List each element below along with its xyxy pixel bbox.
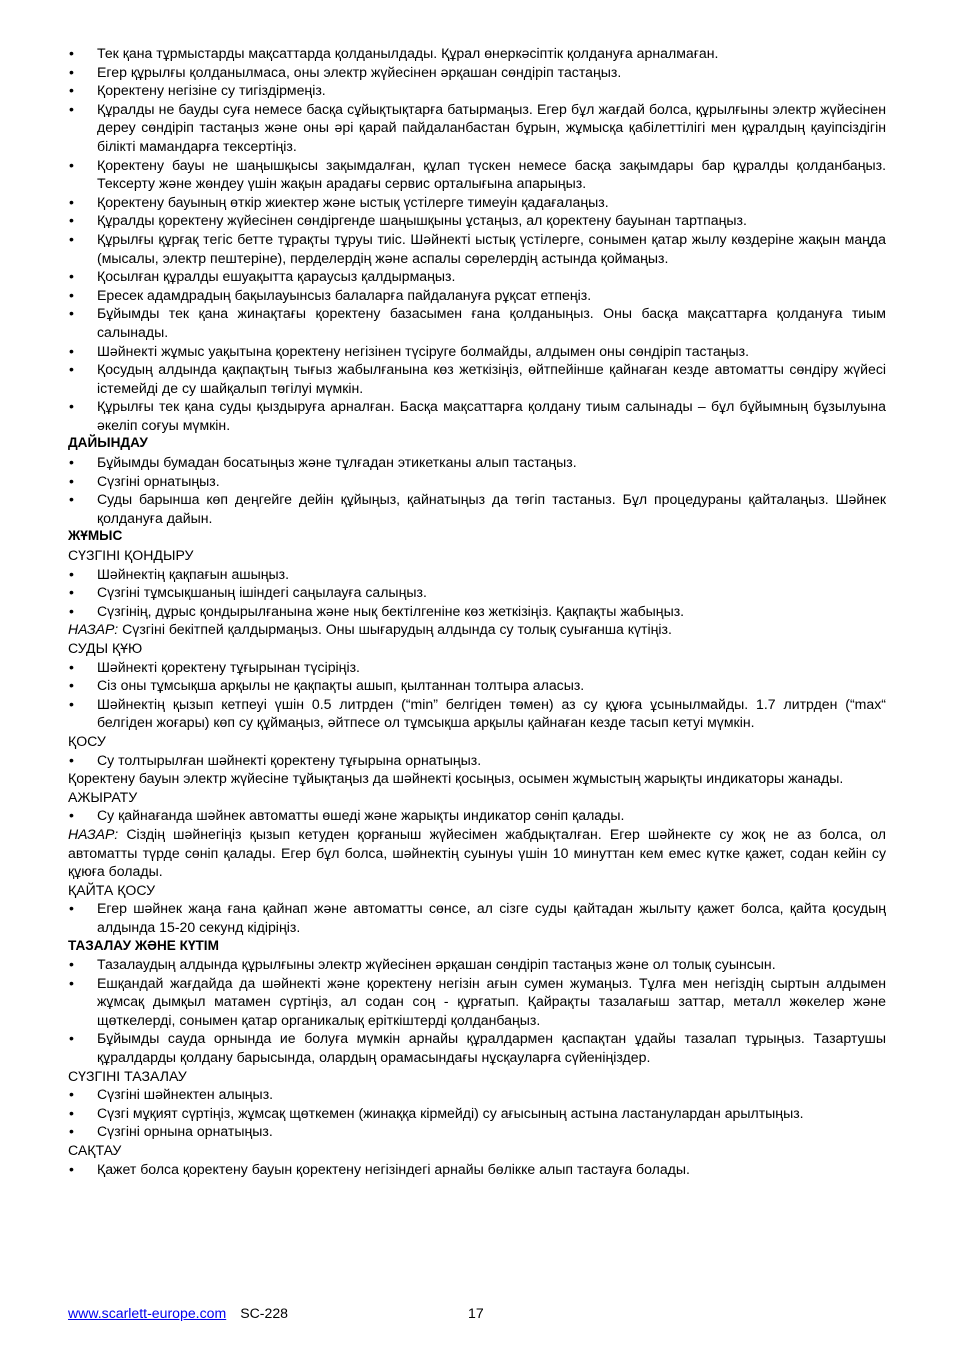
bullet-text: Шәйнектің қызып кетпеуі үшін 0.5 литрден (“min” белгіден төмен) аз су құюға ұсынылмайды. 1.7 литрден (“max“ белгіден жоғары) көп су құймаңыз, әйтпесе ол тұмсықша арқылы қайнаған кезде тасып кетуі мүмкін. (97, 695, 886, 731)
subsection-heading: СҮЗГІНІ ТАЗАЛАУ (68, 1067, 187, 1084)
bullet-item (68, 806, 886, 825)
bullet-text: Шәйнекті қоректену тұғырынан түсіріңіз. (97, 658, 360, 675)
bullet-item (68, 397, 886, 434)
bullet-text: Су қайнағанда шәйнек автоматты өшеді және жарықты индикатор сөніп қалады. (97, 807, 625, 824)
paragraph: Қоректену бауын электр жүйесіне тұйықтаңыз да шәйнекті қосыңыз, осымен жұмыстың жарықты индикаторы жанады. (68, 770, 844, 787)
bullet-item (68, 565, 886, 584)
section-heading: ДАЙЫНДАУ (68, 435, 148, 451)
bullet-item (68, 955, 886, 974)
subsection-heading: АЖЫРАТУ (68, 788, 138, 805)
bullet-icon: • (69, 193, 74, 210)
bullet-text: Ешқандай жағдайда да шәйнекті және қоректену негізін ағын сумен жумаңыз. Тұлға мен негіздің сыртын алдымен жұмсақ дымқыл матамен сүртіңіз, ал содан соң - құрғатып. Қайрақты тазалағыш заттар, металл жөкелер және щөткелерді, сонымен қатар органикалық еріткіштерді қолданбаңыз. (97, 974, 886, 1028)
bullet-icon: • (69, 1104, 74, 1121)
bullet-icon: • (69, 82, 74, 99)
bullet-icon: • (69, 361, 74, 378)
bullet-icon: • (69, 974, 74, 991)
bullet-text: Тазалаудың алдында құрылғыны электр жүйесінен әрқашан сөндіріп тастаңыз және ол толық суынсын. (97, 956, 776, 973)
subsection-heading: СҮЗГІНІ ҚОНДЫРУ (68, 547, 194, 564)
bullet-text: Егер шәйнек жаңа ғана қайнап және автоматты сөнсе, ал сізге суды қайтадан жылыту қажет болса, қайта қосудың алдында 15-20 секунд кідіріңіз. (97, 900, 886, 935)
bullet-text: Егер құрылғы қолданылмаса, оны электр жүйесінен әрқашан сөндіріп тастаңыз. (97, 63, 622, 80)
bullet-item (68, 899, 886, 936)
bullet-text: Құрылғы құрғақ тегіс бетте тұрақты тұруы тиіс. Шәйнекті ыстық үстілерге, сонымен қатар жылу көздеріне жақын маңда (мысалы, электр пештеріне), перделердің және аспалы сөрелердің астында қоймаңыз. (97, 230, 886, 266)
bullet-icon: • (69, 156, 74, 173)
bullet-item (68, 974, 886, 1030)
bullet-item (68, 44, 886, 63)
bullet-icon: • (69, 100, 74, 117)
bullet-text: Суды барынша көп деңгейге дейін құйыңыз, қайнатыңыз да төгіп тастаныз. Бұл процедураны қайталаңыз. Шәйнек қолдануға дайын. (97, 491, 886, 526)
subsection-heading: ҚОСУ (68, 732, 106, 749)
bullet-item (68, 602, 886, 621)
bullet-icon: • (69, 305, 74, 322)
bullet-item (68, 1122, 886, 1141)
bullet-icon: • (69, 658, 74, 675)
bullet-text: Сүзгіні шәйнектен алыңыз. (97, 1086, 274, 1103)
section-heading: ТАЗАЛАУ ЖӘНЕ КҮТІМ (68, 937, 219, 953)
note-label: НАЗАР: (68, 621, 119, 638)
bullet-text: Құралды не бауды суға немесе басқа сұйықтықтарға батырмаңыз. Егер бұл жағдай болса, құрылғыны электр жүйесінен дереу сөндіріп тастаңыз және оны әрі қарай пайдаланбастан бұрын, жұмысқа қабілеттілігі мен құралдың қауіпсіздігін білікті мамандарға тексертіңіз. (97, 100, 886, 154)
bullet-icon: • (69, 807, 74, 824)
bullet-item (68, 360, 886, 397)
bullet-icon: • (69, 491, 74, 508)
bullet-text: Сүзгінің, дұрыс қондырылғанына және нық бектілгеніне көз жеткізіңіз. Қақпақты жабыңыз. (97, 602, 685, 619)
bullet-icon: • (69, 212, 74, 229)
bullet-text: Су толтырылған шәйнекті қоректену тұғырына орнатыңыз. (97, 751, 482, 768)
bullet-text: Құралды қоректену жүйесінен сөндіргенде шаңышқыны ұстаңыз, ал қоректену бауынан тартпаңыз. (97, 212, 747, 229)
bullet-item (68, 304, 886, 341)
bullet-text: Сүзгіні тұмсықшаның ішіндегі саңылауға салыңыз. (97, 584, 427, 601)
bullet-item (68, 751, 886, 770)
bullet-text: Қоректену негізіне су тигіздірмеңіз. (97, 82, 326, 99)
bullet-text: Қоректену бауы не шаңышқысы зақымдалған, құлап түскен немесе басқа зақымдары бар құралды қолданбаңыз. Тексерту және жөндеу үшін жақын арадағы сервис орталығына апарыңыз. (97, 156, 886, 192)
bullet-icon: • (69, 63, 74, 80)
bullet-item (68, 211, 886, 230)
bullet-icon: • (69, 1123, 74, 1140)
bullet-item (68, 156, 886, 193)
page-number: 17 (468, 1305, 484, 1321)
bullet-text: Қосудың алдында қақпақтың тығыз жабылғанына көз жеткізіңіз, өйтпейінше қайнаған кезде автоматты сөндіру жүйесі істемейді де су шайқалып төгілуі мүмкін. (97, 361, 886, 396)
note-paragraph (68, 825, 886, 881)
bullet-icon: • (69, 677, 74, 694)
bullet-item (68, 695, 886, 732)
bullet-item (68, 286, 886, 305)
bullet-icon: • (69, 268, 74, 285)
bullet-text: Сүзгіні орнатыңыз. (97, 472, 220, 489)
bullet-text: Бұйымды сауда орнында ие болуға мүмкін арнайы құралдармен қаспақтан ұдайы тазалап тұрыңыз. Тазартушы құралдарды қолдану барысында, олардың орамасындағы нұсқауларға сүйеніңіздер. (97, 1030, 886, 1066)
bullet-item (68, 193, 886, 212)
bullet-item (68, 230, 886, 267)
bullet-item (68, 100, 886, 156)
bullet-item (68, 63, 886, 82)
bullet-icon: • (69, 286, 74, 303)
bullet-icon: • (69, 472, 74, 489)
page-footer (68, 1303, 886, 1323)
bullet-text: Құрылғы тек қана суды қыздыруға арналған. Басқа мақсаттарға қолдану тиым салынады – бұл бұйымның бұзылуына әкеліп соғуы мүмкін. (97, 398, 886, 433)
bullet-item (68, 1104, 886, 1123)
bullet-icon: • (69, 1086, 74, 1103)
bullet-icon: • (69, 1160, 74, 1177)
bullet-icon: • (69, 956, 74, 973)
bullet-item (68, 1029, 886, 1066)
bullet-icon: • (69, 584, 74, 601)
bullet-text: Сүзгі мұқият сүртіңіз, жұмсақ щөткемен (жинаққа кірмейді) су ағысының астына ластанулардан арылтыңыз. (97, 1104, 804, 1121)
bullet-icon: • (69, 602, 74, 619)
website-link[interactable]: www.scarlett-europe.com (68, 1305, 227, 1321)
section-heading: ЖҰМЫС (68, 528, 123, 544)
bullet-item (68, 472, 886, 491)
note-label: НАЗАР: (68, 825, 119, 842)
bullet-item (68, 453, 886, 472)
bullet-icon: • (69, 342, 74, 359)
subsection-heading: ҚАЙТА ҚОСУ (68, 881, 156, 898)
bullet-icon: • (69, 454, 74, 471)
note-text: Сүзгіні бекітпей қалдырмаңыз. Оны шығарудың алдында су толық суығанша күтіңіз. (118, 621, 672, 638)
bullet-icon: • (69, 45, 74, 61)
bullet-text: Бұйымды бумадан босатыңыз және тұлғадан этикетканы алып тастаңыз. (97, 454, 577, 471)
subsection-heading: СУДЫ ҚҰЮ (68, 640, 143, 656)
bullet-item (68, 1160, 886, 1179)
bullet-item (68, 342, 886, 361)
bullet-icon: • (69, 398, 74, 415)
bullet-text: Сүзгіні орнына орнатыңыз. (97, 1123, 273, 1140)
bullet-text: Бұйымды тек қана жинақтағы қоректену базасымен ғана қолданыңыз. Оны басқа мақсаттарға қолдануға тиым салынады. (97, 305, 886, 340)
note-text: Сіздің шәйнегіңіз қызып кетуден қорғаныш жүйесімен жабдықталған. Егер шәйнекте су жоқ не аз болса, ол автоматты түрде сөніп қалады. Егер бұл болса, шәйнектің суынуы үшін 10 минуттан кем емес күтке қажет, содан кейін су құюға болады. (68, 825, 886, 880)
note-paragraph (68, 620, 886, 639)
bullet-item (68, 1085, 886, 1104)
bullet-icon: • (69, 695, 74, 712)
bullet-icon: • (69, 230, 74, 247)
bullet-item (68, 676, 886, 695)
subsection-heading: САҚТАУ (68, 1142, 122, 1159)
model-number: SC-228 (240, 1305, 289, 1321)
bullet-text: Қажет болса қоректену бауын қоректену негізіндегі арнайы бөлікке алып тастауға болады. (97, 1160, 690, 1177)
bullet-item (68, 81, 886, 100)
bullet-text: Ересек адамдрадың бақылауынсыз балаларға пайдалануға рұқсат етпеңіз. (97, 286, 592, 303)
bullet-item (68, 490, 886, 527)
bullet-item (68, 658, 886, 677)
bullet-text: Шәйнекті жұмыс уақытына қоректену негізінен түсіруге болмайды, алдымен оны сөндіріп тастаңыз. (97, 342, 750, 359)
document-body (68, 44, 886, 1178)
bullet-text: Қоректену бауының өткір жиектер және ыстық үстілерге тимеуін қадағалаңыз. (97, 193, 609, 210)
bullet-icon: • (69, 565, 74, 582)
bullet-text: Қосылған құралды ешуақытта қараусыз қалдырмаңыз. (97, 268, 456, 285)
bullet-item (68, 583, 886, 602)
bullet-icon: • (69, 1030, 74, 1047)
bullet-text: Сіз оны тұмсықша арқылы не қақпақты ашып, қылтаннан толтыра аласыз. (97, 677, 585, 694)
bullet-icon: • (69, 751, 74, 768)
bullet-text: Шәйнектің қақпағын ашыңыз. (97, 565, 290, 582)
bullet-item (68, 267, 886, 286)
bullet-icon: • (69, 900, 74, 917)
bullet-text: Тек қана тұрмыстарды мақсаттарда қолданылдады. Құрал өнеркәсіптік қолдануға арналмаған. (97, 45, 719, 61)
